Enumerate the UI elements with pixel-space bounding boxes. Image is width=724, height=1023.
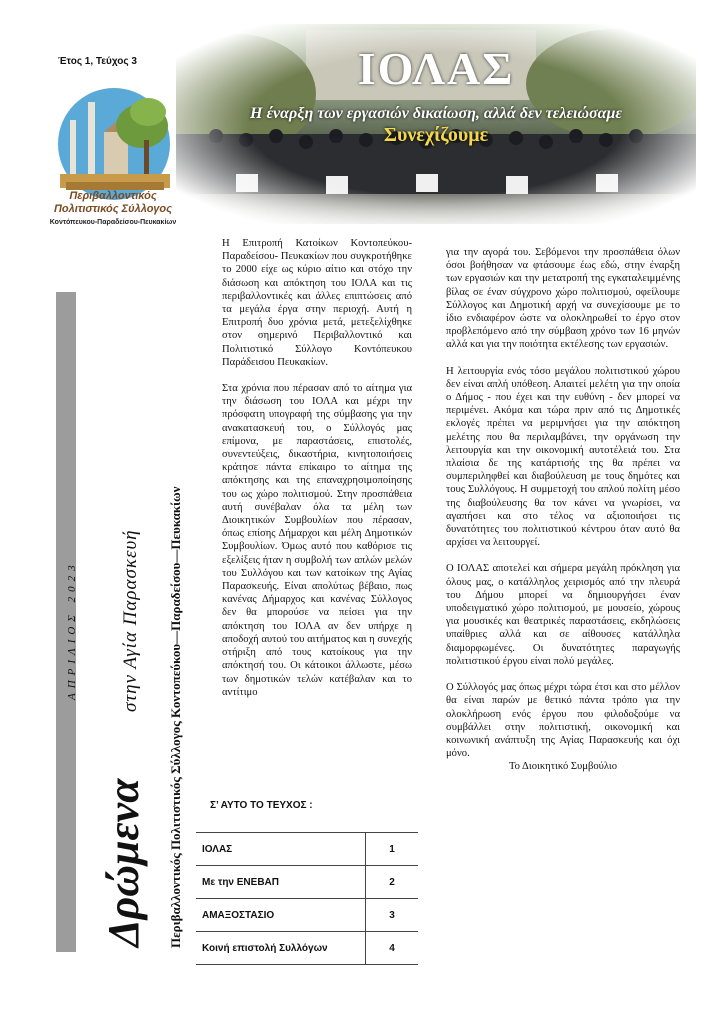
- toc-item-page: 3: [366, 899, 419, 932]
- article-column-1: [222, 237, 412, 712]
- logo-line-1: Περιβαλλοντικός: [69, 190, 157, 202]
- toc-item-page: 2: [366, 866, 419, 899]
- logo-line-3: Κοντόπευκου-Παραδείσου-Πευκακίων: [49, 219, 177, 226]
- toc-title: Σ’ ΑΥΤΟ ΤΟ ΤΕΥΧΟΣ :: [210, 800, 313, 811]
- toc-row: [196, 932, 418, 965]
- banner-subtitle-continue: Συνεχίζουμε: [383, 124, 489, 146]
- toc-row: [196, 833, 418, 866]
- paragraph: Η Επιτροπή Κατοίκων Κοντοπεύκου-Παραδείσου- Πευκακίων που συγκροτήθηκε το 2000 είχε ως κύριο αίτιο και στόχο την διάσωση και απόκτηση του ΙΟΛΑ και τις περιβαλλοντικές και άλλες επιπτώσεις από τα μεγάλα έργα στην περιοχή. Αυτή η Επιτροπή δυο χρόνια μετά, μετεξελίχθηκε στον σημερινό Περιβαλλοντικό και Πολιτιστικό Σύλλογο Κοντόπευκου Παράδεισου Πευκακίων.: [222, 238, 412, 368]
- page-title: ΙΟΛΑΣ: [357, 43, 515, 94]
- logo-line-2: Πολιτιστικός Σύλλογος: [54, 203, 172, 215]
- issue-date: ΑΠΡΙΛΙΟΣ 2023: [66, 560, 78, 700]
- toc-item-label: Κοινή επιστολή Συλλόγων: [196, 932, 366, 965]
- masthead: Δρώμενα: [99, 778, 148, 947]
- toc-item-label: ΙΟΛΑΣ: [196, 833, 366, 866]
- toc-item-label: ΑΜΑΞΟΣΤΑΣΙΟ: [196, 899, 366, 932]
- toc-item-page: 4: [366, 932, 419, 965]
- signoff: Το Διοικητικό Συμβούλιο: [508, 761, 618, 773]
- paragraph: Ο Σύλλογός μας όπως μέχρι τώρα έτσι και στο μέλλον θα είναι παρών με θετικό πάντα τρόπο για την ολοκλήρωση ενός έργου που φιλοδοξούμε να συμβάλλει στην πολιτιστική, οικονομική και κοινωνική ανάπτυξη της Αγίας Παρασκευής και όχι μόνο.: [446, 682, 680, 760]
- masthead-place: στην Αγία Παρασκευή: [120, 529, 141, 712]
- table-of-contents: [196, 832, 418, 965]
- toc-item-page: 1: [366, 833, 419, 866]
- paragraph: Η λειτουργία ενός τόσο μεγάλου πολιτιστικού χώρου δεν είναι απλή υπόθεση. Απαιτεί μελέτη για την οποία ο Δήμος - που έχει και την ευθύνη - δεν μπορεί να περιμένει. Ακόμα και τώρα πριν από τις Δημοτικές εκλογές πρέπει να μεριμνήσει για την απόκτηση μελέτης που θα περιλαμβάνει, την οργάνωση την λειτουργία και την οικονομική αυτοτέλειά του. Στα πλαίσια δε της κατάρτισής της θα πρέπει να συμπεριληφθεί και διαβούλευση με τους δημότες και τους Συλλόγους. Η συμμετοχή του απλού πολίτη μέσο της διαβούλευσης θα τον κάνει να γνωρίσει, να αγαπήσει και στο τέλος να αξιοποιήσει τις δυνατότητες του πολιτιστικού κέντρου όταν αυτό θα αρχίσει να λειτουργεί.: [446, 365, 680, 549]
- issue-label: Έτος 1, Τεύχος 3: [58, 56, 137, 67]
- paragraph: Ο ΙΟΛΑΣ αποτελεί και σήμερα μεγάλη πρόκληση για όλους μας, ο κατάλληλος χειρισμός από την πλευρά του Δήμου μπορεί να δημιουργήσει έναν υποδειγματικό χώρο πολιτισμού, με μουσείο, χώρους για μουσικές και θεατρικές παραστάσεις, εκδηλώσεις υπαίθριες αλλά και σε αίθουσες κατάλληλα διαμορφωμένες. Οι δυνατότητες παραγωγής πολιτιστικού έργου είναι πολύ μεγάλες.: [446, 563, 680, 667]
- banner-subtitle: Η έναρξη των εργασιών δικαίωση, αλλά δεν τελειώσαμε: [250, 105, 622, 122]
- article-column-2: [446, 246, 680, 774]
- toc-row: [196, 899, 418, 932]
- paragraph: Στα χρόνια που πέρασαν από το αίτημα για την διάσωση του ΙΟΛΑ και μέχρι την πρόσφατη υπογραφή της σύμβασης για την ανακατασκευή του, ο Σύλλογός μας επίμονα, με παραστάσεις, επιστολές, συνεντεύξεις, δικαστήρια, κινητοποιήσεις κράτησε πάντα επίκαιρο το αίτημα της απόκτησης και της επαναχρησιμοποίησης του ως χώρο πολιτισμού. Στην προσπάθεια αυτή συνέβαλαν όλα τα μέλη των Διοικητικών Συμβουλίων που πέρασαν, όπως επίσης Δήμαρχοι και μέλη Δημοτικών Συμβουλίων. Όμως αυτό που καθόρισε τις εξελίξεις ήταν η συμβολή των απλών μελών του Συλλόγου και των κατοίκων της Αγίας Παρασκευής. Είναι απολύτως βέβαιο, πως κανένας Δήμαρχος και κανένας Σύλλογος δεν θα μπορούσε να πείσει για την απόκτηση του ΙΟΛΑ αν δεν υπήρχε η αποδοχή αυτού του αιτήματος και η συνεχής στήριξη από τους κατοίκους για την απόκτησή του. Οι κάτοικοι άλλωστε, μέσω των δημοτικών τελών κατέβαλαν και το αντίτιμο: [222, 383, 413, 698]
- toc-row: [196, 866, 418, 899]
- organization-name: Περιβαλλοντικός Πολιτιστικός Σύλλογος Κοντοπεύκου—Παραδείσου—Πευκακίων: [168, 486, 183, 948]
- paragraph: για την αγορά του. Σεβόμενοι την προσπάθεια όλων όσοι βοήθησαν να φτάσουμε έως εδώ, στην έναρξη των εργασιών και την μετατροπή της εγκαταλειμμένης βίλας σε έναν σύγχρονο χώρο πολιτισμού, οφείλουμε Σύλλογος και Δημοτική αρχή να συνεχίσουμε με το ίδιο ενδιαφέρον ώστε να ολοκληρωθεί το έργο στον προβλεπόμενο από την σύμβαση χρόνο των 16 μηνών αλλά και για την ποιότητα εκτέλεσης των εργασιών.: [446, 247, 680, 351]
- toc-item-label: Με την ΕΝΕΒΑΠ: [196, 866, 366, 899]
